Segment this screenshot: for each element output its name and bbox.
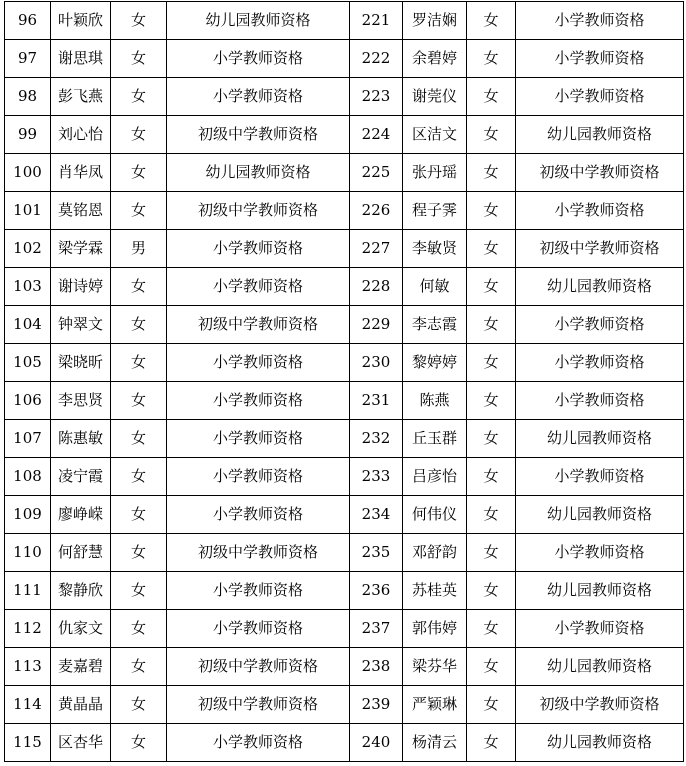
right-applicant-name: 区洁文 bbox=[403, 116, 467, 154]
right-qualification-type: 初级中学教师资格 bbox=[516, 230, 684, 268]
left-qualification-type: 小学教师资格 bbox=[167, 724, 350, 762]
left-qualification-type: 初级中学教师资格 bbox=[167, 306, 350, 344]
right-qualification-type: 小学教师资格 bbox=[516, 534, 684, 572]
table-row bbox=[5, 40, 684, 78]
right-applicant-name: 丘玉群 bbox=[403, 420, 467, 458]
right-applicant-name: 陈燕 bbox=[403, 382, 467, 420]
left-applicant-gender: 女 bbox=[111, 306, 167, 344]
table-row bbox=[5, 496, 684, 534]
left-applicant-name: 仇家文 bbox=[51, 610, 111, 648]
left-applicant-name: 陈惠敏 bbox=[51, 420, 111, 458]
right-applicant-name: 梁芬华 bbox=[403, 648, 467, 686]
right-applicant-gender: 女 bbox=[467, 40, 516, 78]
right-serial-number: 233 bbox=[350, 458, 403, 496]
right-qualification-type: 小学教师资格 bbox=[516, 458, 684, 496]
left-applicant-name: 廖峥嵘 bbox=[51, 496, 111, 534]
left-applicant-gender: 女 bbox=[111, 610, 167, 648]
right-serial-number: 240 bbox=[350, 724, 403, 762]
right-serial-number: 237 bbox=[350, 610, 403, 648]
right-qualification-type: 小学教师资格 bbox=[516, 2, 684, 40]
right-serial-number: 234 bbox=[350, 496, 403, 534]
left-qualification-type: 小学教师资格 bbox=[167, 610, 350, 648]
left-applicant-name: 刘心怡 bbox=[51, 116, 111, 154]
right-qualification-type: 幼儿园教师资格 bbox=[516, 420, 684, 458]
left-applicant-name: 李思贤 bbox=[51, 382, 111, 420]
right-serial-number: 231 bbox=[350, 382, 403, 420]
right-serial-number: 235 bbox=[350, 534, 403, 572]
right-applicant-name: 余碧婷 bbox=[403, 40, 467, 78]
left-applicant-gender: 女 bbox=[111, 268, 167, 306]
left-applicant-name: 莫铭恩 bbox=[51, 192, 111, 230]
table-row bbox=[5, 306, 684, 344]
right-qualification-type: 小学教师资格 bbox=[516, 78, 684, 116]
right-qualification-type: 幼儿园教师资格 bbox=[516, 268, 684, 306]
table-row bbox=[5, 458, 684, 496]
right-serial-number: 226 bbox=[350, 192, 403, 230]
left-applicant-name: 叶颖欣 bbox=[51, 2, 111, 40]
right-applicant-name: 邓舒韵 bbox=[403, 534, 467, 572]
right-serial-number: 221 bbox=[350, 2, 403, 40]
right-applicant-name: 苏桂英 bbox=[403, 572, 467, 610]
right-applicant-name: 黎婷婷 bbox=[403, 344, 467, 382]
left-applicant-gender: 女 bbox=[111, 154, 167, 192]
right-applicant-name: 杨清云 bbox=[403, 724, 467, 762]
right-applicant-gender: 女 bbox=[467, 344, 516, 382]
left-qualification-type: 小学教师资格 bbox=[167, 458, 350, 496]
right-applicant-name: 何敏 bbox=[403, 268, 467, 306]
left-applicant-gender: 男 bbox=[111, 230, 167, 268]
left-applicant-name: 梁学霖 bbox=[51, 230, 111, 268]
left-applicant-gender: 女 bbox=[111, 686, 167, 724]
left-applicant-name: 肖华凤 bbox=[51, 154, 111, 192]
left-applicant-gender: 女 bbox=[111, 2, 167, 40]
left-applicant-gender: 女 bbox=[111, 40, 167, 78]
table-row bbox=[5, 648, 684, 686]
right-applicant-name: 郭伟婷 bbox=[403, 610, 467, 648]
right-applicant-gender: 女 bbox=[467, 458, 516, 496]
left-qualification-type: 初级中学教师资格 bbox=[167, 534, 350, 572]
right-applicant-gender: 女 bbox=[467, 686, 516, 724]
left-applicant-name: 何舒慧 bbox=[51, 534, 111, 572]
right-serial-number: 238 bbox=[350, 648, 403, 686]
left-serial-number: 115 bbox=[5, 724, 51, 762]
left-applicant-gender: 女 bbox=[111, 382, 167, 420]
left-applicant-gender: 女 bbox=[111, 458, 167, 496]
left-serial-number: 103 bbox=[5, 268, 51, 306]
right-qualification-type: 小学教师资格 bbox=[516, 382, 684, 420]
left-serial-number: 106 bbox=[5, 382, 51, 420]
right-qualification-type: 初级中学教师资格 bbox=[516, 154, 684, 192]
right-applicant-name: 吕彦怡 bbox=[403, 458, 467, 496]
right-applicant-name: 何伟仪 bbox=[403, 496, 467, 534]
right-applicant-gender: 女 bbox=[467, 2, 516, 40]
left-applicant-name: 梁晓昕 bbox=[51, 344, 111, 382]
left-applicant-name: 黄晶晶 bbox=[51, 686, 111, 724]
table-row bbox=[5, 116, 684, 154]
right-applicant-name: 李敏贤 bbox=[403, 230, 467, 268]
right-applicant-gender: 女 bbox=[467, 78, 516, 116]
left-serial-number: 102 bbox=[5, 230, 51, 268]
right-applicant-gender: 女 bbox=[467, 610, 516, 648]
right-serial-number: 225 bbox=[350, 154, 403, 192]
left-qualification-type: 小学教师资格 bbox=[167, 78, 350, 116]
right-applicant-gender: 女 bbox=[467, 534, 516, 572]
left-qualification-type: 小学教师资格 bbox=[167, 40, 350, 78]
left-serial-number: 111 bbox=[5, 572, 51, 610]
left-applicant-gender: 女 bbox=[111, 648, 167, 686]
left-qualification-type: 小学教师资格 bbox=[167, 382, 350, 420]
right-qualification-type: 幼儿园教师资格 bbox=[516, 724, 684, 762]
right-applicant-gender: 女 bbox=[467, 268, 516, 306]
left-serial-number: 101 bbox=[5, 192, 51, 230]
right-serial-number: 230 bbox=[350, 344, 403, 382]
right-qualification-type: 幼儿园教师资格 bbox=[516, 572, 684, 610]
left-serial-number: 100 bbox=[5, 154, 51, 192]
left-serial-number: 109 bbox=[5, 496, 51, 534]
left-applicant-gender: 女 bbox=[111, 344, 167, 382]
left-qualification-type: 初级中学教师资格 bbox=[167, 648, 350, 686]
left-serial-number: 112 bbox=[5, 610, 51, 648]
right-qualification-type: 小学教师资格 bbox=[516, 344, 684, 382]
roster-table bbox=[4, 1, 684, 762]
right-qualification-type: 小学教师资格 bbox=[516, 306, 684, 344]
right-qualification-type: 初级中学教师资格 bbox=[516, 686, 684, 724]
left-applicant-name: 钟翠文 bbox=[51, 306, 111, 344]
right-applicant-name: 李志霞 bbox=[403, 306, 467, 344]
left-qualification-type: 初级中学教师资格 bbox=[167, 192, 350, 230]
right-applicant-gender: 女 bbox=[467, 230, 516, 268]
table-row bbox=[5, 724, 684, 762]
right-qualification-type: 幼儿园教师资格 bbox=[516, 116, 684, 154]
table-row bbox=[5, 268, 684, 306]
right-applicant-gender: 女 bbox=[467, 382, 516, 420]
left-qualification-type: 幼儿园教师资格 bbox=[167, 2, 350, 40]
right-serial-number: 229 bbox=[350, 306, 403, 344]
right-applicant-gender: 女 bbox=[467, 724, 516, 762]
right-applicant-gender: 女 bbox=[467, 496, 516, 534]
left-qualification-type: 小学教师资格 bbox=[167, 230, 350, 268]
right-applicant-gender: 女 bbox=[467, 116, 516, 154]
table-row bbox=[5, 686, 684, 724]
table-row bbox=[5, 610, 684, 648]
right-applicant-name: 程子霁 bbox=[403, 192, 467, 230]
right-applicant-name: 严颖琳 bbox=[403, 686, 467, 724]
table-row bbox=[5, 2, 684, 40]
right-qualification-type: 小学教师资格 bbox=[516, 610, 684, 648]
left-applicant-gender: 女 bbox=[111, 78, 167, 116]
left-serial-number: 98 bbox=[5, 78, 51, 116]
right-applicant-gender: 女 bbox=[467, 154, 516, 192]
left-qualification-type: 小学教师资格 bbox=[167, 420, 350, 458]
left-qualification-type: 小学教师资格 bbox=[167, 268, 350, 306]
left-serial-number: 114 bbox=[5, 686, 51, 724]
table-row bbox=[5, 192, 684, 230]
left-serial-number: 113 bbox=[5, 648, 51, 686]
table-row bbox=[5, 344, 684, 382]
table-row bbox=[5, 420, 684, 458]
left-serial-number: 108 bbox=[5, 458, 51, 496]
left-applicant-gender: 女 bbox=[111, 534, 167, 572]
left-serial-number: 107 bbox=[5, 420, 51, 458]
right-serial-number: 236 bbox=[350, 572, 403, 610]
right-qualification-type: 幼儿园教师资格 bbox=[516, 496, 684, 534]
left-applicant-gender: 女 bbox=[111, 192, 167, 230]
right-serial-number: 222 bbox=[350, 40, 403, 78]
table-row bbox=[5, 230, 684, 268]
right-qualification-type: 幼儿园教师资格 bbox=[516, 648, 684, 686]
left-applicant-name: 谢思琪 bbox=[51, 40, 111, 78]
left-applicant-gender: 女 bbox=[111, 116, 167, 154]
left-qualification-type: 小学教师资格 bbox=[167, 344, 350, 382]
right-qualification-type: 小学教师资格 bbox=[516, 192, 684, 230]
table-row bbox=[5, 154, 684, 192]
left-serial-number: 105 bbox=[5, 344, 51, 382]
table-row bbox=[5, 382, 684, 420]
table-row bbox=[5, 78, 684, 116]
right-serial-number: 227 bbox=[350, 230, 403, 268]
left-applicant-gender: 女 bbox=[111, 724, 167, 762]
table-row bbox=[5, 572, 684, 610]
left-qualification-type: 初级中学教师资格 bbox=[167, 116, 350, 154]
left-applicant-name: 黎静欣 bbox=[51, 572, 111, 610]
right-serial-number: 239 bbox=[350, 686, 403, 724]
right-applicant-name: 张丹瑶 bbox=[403, 154, 467, 192]
left-qualification-type: 小学教师资格 bbox=[167, 496, 350, 534]
left-qualification-type: 小学教师资格 bbox=[167, 572, 350, 610]
left-serial-number: 99 bbox=[5, 116, 51, 154]
left-serial-number: 96 bbox=[5, 2, 51, 40]
left-qualification-type: 初级中学教师资格 bbox=[167, 686, 350, 724]
left-applicant-name: 谢诗婷 bbox=[51, 268, 111, 306]
right-applicant-name: 谢莞仪 bbox=[403, 78, 467, 116]
left-applicant-name: 凌宁霞 bbox=[51, 458, 111, 496]
right-serial-number: 223 bbox=[350, 78, 403, 116]
roster-body bbox=[5, 2, 684, 762]
left-applicant-name: 区杏华 bbox=[51, 724, 111, 762]
left-serial-number: 104 bbox=[5, 306, 51, 344]
right-serial-number: 232 bbox=[350, 420, 403, 458]
right-qualification-type: 小学教师资格 bbox=[516, 40, 684, 78]
right-serial-number: 228 bbox=[350, 268, 403, 306]
left-applicant-gender: 女 bbox=[111, 496, 167, 534]
left-serial-number: 110 bbox=[5, 534, 51, 572]
right-applicant-gender: 女 bbox=[467, 572, 516, 610]
right-applicant-gender: 女 bbox=[467, 420, 516, 458]
right-serial-number: 224 bbox=[350, 116, 403, 154]
left-applicant-gender: 女 bbox=[111, 572, 167, 610]
left-applicant-gender: 女 bbox=[111, 420, 167, 458]
right-applicant-gender: 女 bbox=[467, 192, 516, 230]
left-applicant-name: 麦嘉碧 bbox=[51, 648, 111, 686]
right-applicant-gender: 女 bbox=[467, 306, 516, 344]
left-qualification-type: 幼儿园教师资格 bbox=[167, 154, 350, 192]
table-row bbox=[5, 534, 684, 572]
right-applicant-name: 罗洁娴 bbox=[403, 2, 467, 40]
left-serial-number: 97 bbox=[5, 40, 51, 78]
left-applicant-name: 彭飞燕 bbox=[51, 78, 111, 116]
right-applicant-gender: 女 bbox=[467, 648, 516, 686]
